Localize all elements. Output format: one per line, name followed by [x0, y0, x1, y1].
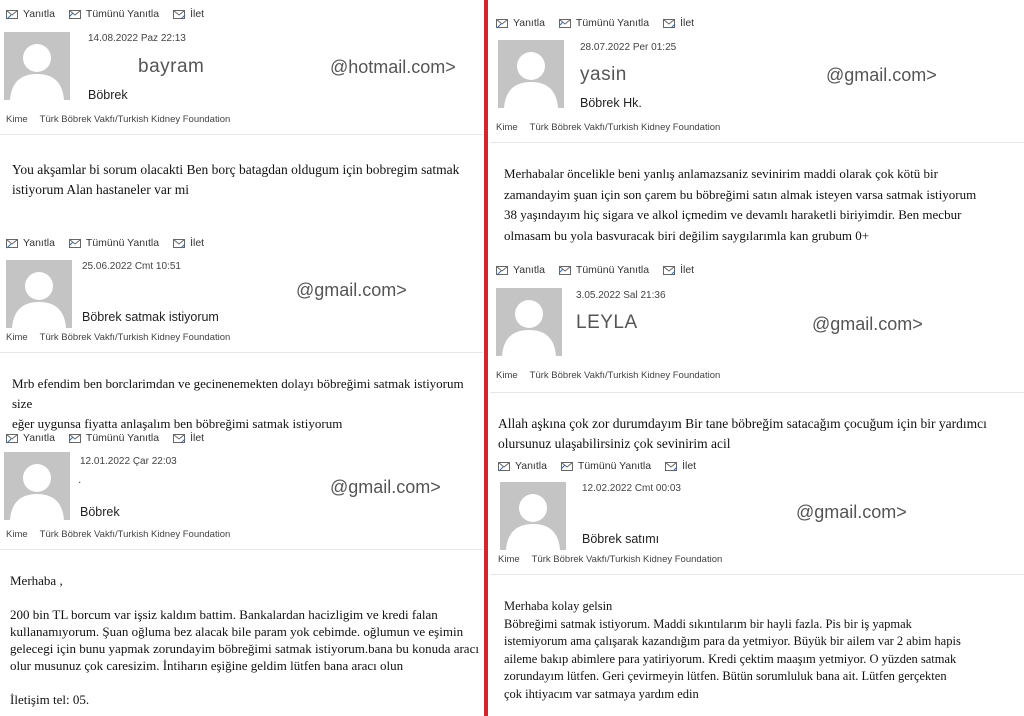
- recipient: Türk Böbrek Vakfı/Turkish Kidney Foundation: [39, 114, 231, 125]
- recipient-line: [498, 554, 722, 565]
- email-message: [0, 422, 483, 716]
- reply-button[interactable]: Yanıtla: [498, 460, 547, 472]
- to-label: Kime: [498, 554, 520, 565]
- email-message: [490, 254, 1024, 454]
- message-date: 14.08.2022 Paz 22:13: [88, 33, 186, 44]
- separator: [0, 352, 483, 353]
- reply-all-icon: [69, 433, 82, 444]
- message-body: Mrb efendim ben borclarimdan ve gecinenemekten dolayı böbreğimi satmak istiyorum size eğer uygunsa fiyatta anlaşalım ben böbreğimi satmak istiyorum: [12, 376, 464, 431]
- to-label: Kime: [496, 370, 518, 381]
- reply-all-button[interactable]: Tümünü Yanıtla: [559, 17, 649, 29]
- recipient-line: [6, 332, 230, 343]
- message-actions: [6, 432, 204, 444]
- forward-icon: [663, 18, 676, 29]
- forward-button[interactable]: İlet: [663, 264, 694, 276]
- forward-icon: [173, 238, 186, 249]
- message-date: 3.05.2022 Sal 21:36: [576, 290, 666, 301]
- reply-all-icon: [69, 238, 82, 249]
- reply-button[interactable]: Yanıtla: [496, 17, 545, 29]
- reply-all-button[interactable]: Tümünü Yanıtla: [69, 432, 159, 444]
- sender-email: @gmail.com>: [796, 502, 907, 522]
- sender-name: LEYLA: [576, 312, 638, 333]
- forward-icon: [665, 461, 678, 472]
- reply-icon: [496, 265, 509, 276]
- reply-icon: [496, 18, 509, 29]
- avatar: [496, 288, 562, 356]
- message-actions: [496, 264, 694, 276]
- message-subject: Böbrek: [80, 505, 120, 519]
- sender-name: bayram: [138, 56, 205, 77]
- email-message: [490, 452, 1024, 716]
- forward-button[interactable]: İlet: [173, 8, 204, 20]
- recipient-line: [6, 114, 230, 125]
- message-subject: Böbrek satımı: [582, 532, 660, 546]
- sender-email: @gmail.com>: [826, 65, 937, 85]
- message-body: Merhaba kolay gelsin Böbreğimi satmak istiyorum. Maddi sıkıntılarım bir hayli fazla. Pis bir iş yapmak istemiyorum ama çalışarak kazandığım para da yetmiyor. Büyük bir ailem var 2 abim hapis aileme bakıp abimlere para yatiriyorum. Kredi çektim maaşım yetmiyor. O yüzden satmak zorundayım lütfen. Geri çevirmeyin lütfen. Bütün sorumluluk bana ait. Lütfen gerçekten çok ihtiyacım var satmaya yardım edin: [504, 599, 961, 701]
- email-message: [490, 0, 1024, 260]
- separator: [0, 549, 483, 550]
- reply-button[interactable]: Yanıtla: [496, 264, 545, 276]
- reply-button[interactable]: Yanıtla: [6, 237, 55, 249]
- reply-all-icon: [559, 18, 572, 29]
- forward-icon: [173, 433, 186, 444]
- message-body: Allah aşkına çok zor durumdayım Bir tane böbreğim satacağım çocuğum için bir yardımcı olursunuz ulaşabilirsiniz çok sevinirim acil: [498, 416, 987, 451]
- recipient-line: [496, 122, 720, 133]
- reply-all-button[interactable]: Tümünü Yanıtla: [69, 237, 159, 249]
- avatar: [500, 482, 566, 550]
- reply-all-button[interactable]: Tümünü Yanıtla: [69, 8, 159, 20]
- sender-name: yasin: [580, 64, 627, 85]
- left-email-column: [0, 0, 483, 716]
- avatar: [6, 260, 72, 328]
- sender-name: .: [78, 472, 82, 486]
- right-email-column: [490, 0, 1024, 716]
- reply-icon: [6, 433, 19, 444]
- to-label: Kime: [6, 529, 28, 540]
- message-date: 12.02.2022 Cmt 00:03: [582, 483, 681, 494]
- sender-email: @gmail.com>: [296, 280, 407, 300]
- message-body: You akşamlar bi sorum olacakti Ben borç batagdan oldugum için bobregim satmak istiyorum Alan hastaneler var mi: [12, 162, 460, 197]
- reply-icon: [6, 238, 19, 249]
- message-subject: Böbrek satmak istiyorum: [82, 310, 219, 324]
- reply-icon: [498, 461, 511, 472]
- reply-all-icon: [559, 265, 572, 276]
- forward-icon: [663, 265, 676, 276]
- reply-all-button[interactable]: Tümünü Yanıtla: [559, 264, 649, 276]
- separator: [0, 134, 483, 135]
- message-date: 28.07.2022 Per 01:25: [580, 42, 677, 53]
- reply-all-button[interactable]: Tümünü Yanıtla: [561, 460, 651, 472]
- sender-email: @hotmail.com>: [330, 57, 456, 77]
- forward-button[interactable]: İlet: [173, 237, 204, 249]
- forward-button[interactable]: İlet: [665, 460, 696, 472]
- recipient: Türk Böbrek Vakfı/Turkish Kidney Foundation: [39, 529, 231, 540]
- forward-button[interactable]: İlet: [663, 17, 694, 29]
- recipient-line: [6, 529, 230, 540]
- recipient: Türk Böbrek Vakfı/Turkish Kidney Foundation: [39, 332, 231, 343]
- to-label: Kime: [6, 332, 28, 343]
- message-actions: [6, 8, 204, 20]
- email-message: [0, 0, 483, 230]
- message-subject: Böbrek: [88, 88, 128, 102]
- separator: [490, 392, 1024, 393]
- message-subject: Böbrek Hk.: [580, 96, 642, 110]
- forward-button[interactable]: İlet: [173, 432, 204, 444]
- separator: [490, 142, 1024, 143]
- to-label: Kime: [6, 114, 28, 125]
- message-body: Merhaba , 200 bin TL borcum var işsiz kaldım battim. Bankalardan hacizligim ve kredi falan kullanamıyorum. Şuan oğluma bez alacak bile param yok cebimde. oğlumun ve eşimin gelecegi için bunu yapmak zorundayim böbreğimi satmak istiyorum.bana bu konuda aracı olur musunuz çok caresizim. İntiharın eşiğine geldim lütfen bana aracı olun İletişim tel: 05.: [10, 573, 479, 707]
- reply-button[interactable]: Yanıtla: [6, 432, 55, 444]
- red-divider: [484, 0, 488, 716]
- reply-button[interactable]: Yanıtla: [6, 8, 55, 20]
- message-actions: [496, 17, 694, 29]
- avatar: [4, 32, 70, 100]
- message-date: 12.01.2022 Çar 22:03: [80, 456, 177, 467]
- recipient: Türk Böbrek Vakfı/Turkish Kidney Foundation: [529, 370, 721, 381]
- forward-icon: [173, 9, 186, 20]
- email-message: [0, 228, 483, 431]
- avatar: [4, 452, 70, 520]
- recipient-line: [496, 370, 720, 381]
- sender-email: @gmail.com>: [812, 314, 923, 334]
- message-actions: [498, 460, 696, 472]
- to-label: Kime: [496, 122, 518, 133]
- reply-all-icon: [69, 9, 82, 20]
- avatar: [498, 40, 564, 108]
- recipient: Türk Böbrek Vakfı/Turkish Kidney Foundation: [529, 122, 721, 133]
- separator: [490, 574, 1024, 575]
- sender-email: @gmail.com>: [330, 477, 441, 497]
- reply-icon: [6, 9, 19, 20]
- reply-all-icon: [561, 461, 574, 472]
- message-actions: [6, 237, 204, 249]
- recipient: Türk Böbrek Vakfı/Turkish Kidney Foundation: [531, 554, 723, 565]
- message-date: 25.06.2022 Cmt 10:51: [82, 261, 181, 272]
- message-body: Merhabalar öncelikle beni yanlış anlamazsaniz sevinirim maddi olarak çok kötü bir zamandayim şuan için son çarem bu böbreğimi satın almak isteyen varsa satmak istiyorum 38 yaşındayım hiç sigara ve alkol içmedim ve devamlı haraketli biriyimdir. Ben mecbur olmasam bu yola basvuracak biri değilim saygılarımla kan grubum 0+: [504, 166, 977, 243]
